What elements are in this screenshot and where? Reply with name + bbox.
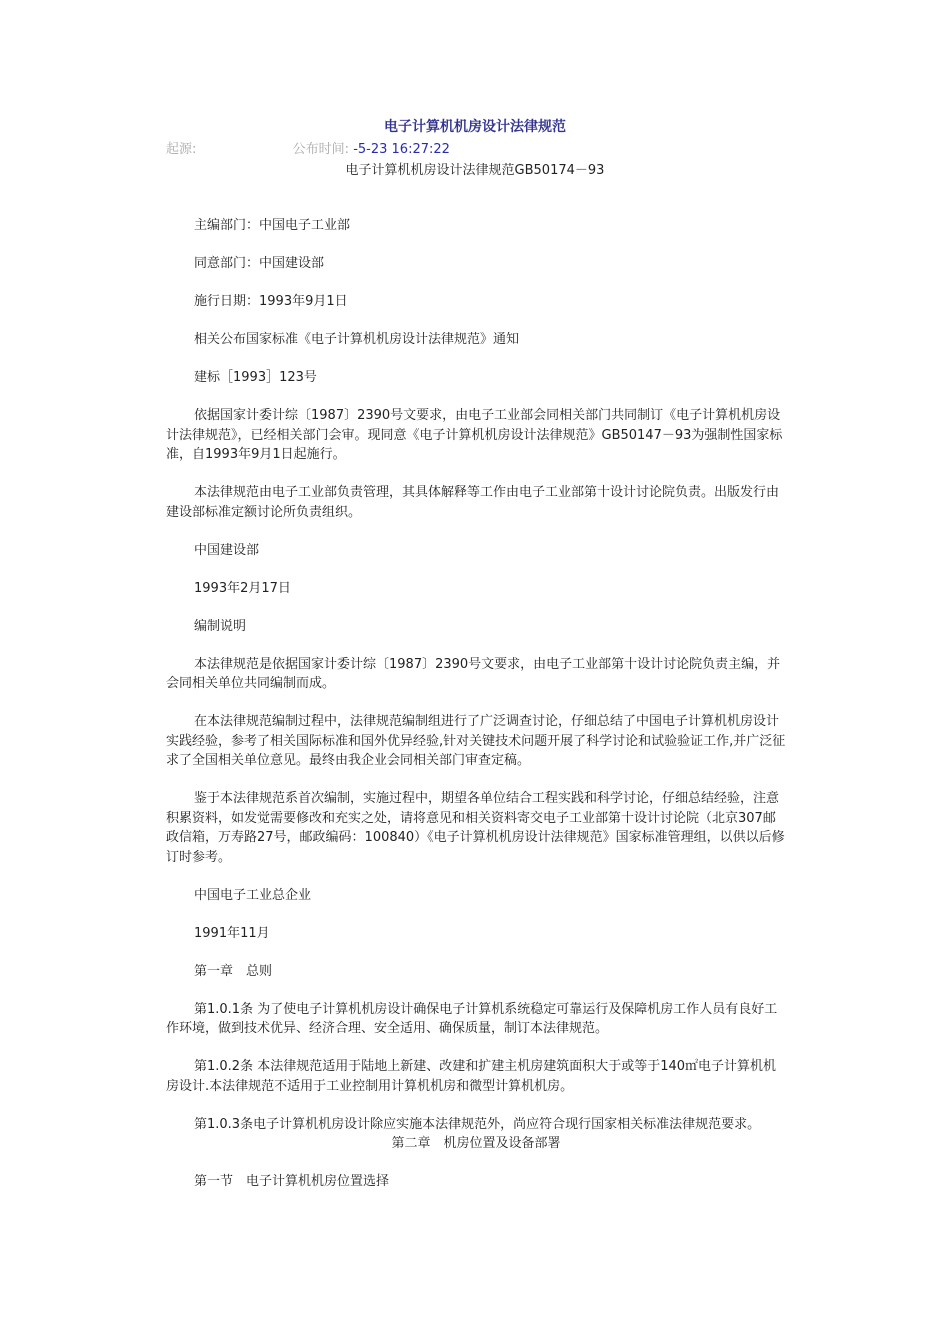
paragraph: 鉴于本法律规范系首次编制，实施过程中，期望各单位结合工程实践和科学讨论，仔细总结经验，注意积累资料，如发觉需要修改和充实之处，请将意见和相关资料寄交电子工业部第十设计讨论院（北京307邮政信箱，万寿路27号，邮政编码：100840）《电子计算机机房设计法律规范》国家标准管理组，以供以后修订时参考。 [166,791,785,865]
paragraph: 本法律规范是依据国家计委计综〔1987〕2390号文要求，由电子工业部第十设计讨论院负责主编，并会同相关单位共同编制而成。 [166,656,781,691]
published-time: -5-23 16:27:22 [353,142,450,157]
document-subtitle: 电子计算机机房设计法律规范GB50174－93 [345,163,605,178]
paragraph: 第1.0.3条电子计算机机房设计除应实施本法律规范外，尚应符合现行国家相关标准法律规范要求。 [194,1116,761,1132]
paragraph: 中国建设部 [194,542,260,558]
document-body [166,216,786,1210]
section-heading: 第一节 电子计算机机房位置选择 [194,1174,390,1189]
paragraph: 第1.0.2条 本法律规范适用于陆地上新建、改建和扩建主机房建筑面积大于或等于140㎡电子计算机机房设计.本法律规范不适用于工业控制用计算机机房和微型计算机机房。 [166,1059,777,1094]
document-meta [166,138,450,157]
paragraph: 1991年11月 [194,925,270,941]
paragraph: 中国电子工业总企业 [194,887,312,903]
published-label: 公布时间: [292,142,350,157]
paragraph: 同意部门：中国建设部 [194,256,325,271]
paragraph: 依据国家计委计综〔1987〕2390号文要求，由电子工业部会同相关部门共同制订《电子计算机机房设计法律规范》，已经相关部门会审。现同意《电子计算机机房设计法律规范》GB50147－93为强制性国家标准，自1993年9月1日起施行。 [166,408,783,462]
paragraph: 1993年2月17日 [194,580,291,596]
document-title: 电子计算机机房设计法律规范 [384,119,566,135]
source-label: 起源: [166,142,197,157]
paragraph: 第一章 总则 [194,963,273,979]
paragraph: 在本法律规范编制过程中，法律规范编制组进行了广泛调查讨论，仔细总结了中国电子计算机机房设计实践经验，参考了相关国际标准和国外优异经验,针对关键技术问题开展了科学讨论和试验验证工作,并广泛征求了全国相关单位意见。最终由我企业会同相关部门审查定稿。 [166,714,786,768]
paragraph: 施行日期：1993年9月1日 [194,294,348,309]
paragraph: 第1.0.1条 为了使电子计算机机房设计确保电子计算机系统稳定可靠运行及保障机房工作人员有良好工作环境，做到技术优异、经济合理、安全适用、确保质量，制订本法律规范。 [166,1001,778,1036]
paragraph: 主编部门：中国电子工业部 [194,218,351,233]
chapter-heading: 第二章 机房位置及设备部署 [391,1136,561,1151]
paragraph: 相关公布国家标准《电子计算机机房设计法律规范》通知 [194,332,520,347]
paragraph: 建标［1993］123号 [194,370,317,385]
paragraph: 本法律规范由电子工业部负责管理，其具体解释等工作由电子工业部第十设计讨论院负责。出版发行由建设部标准定额讨论所负责组织。 [166,485,780,520]
paragraph: 编制说明 [194,618,247,634]
